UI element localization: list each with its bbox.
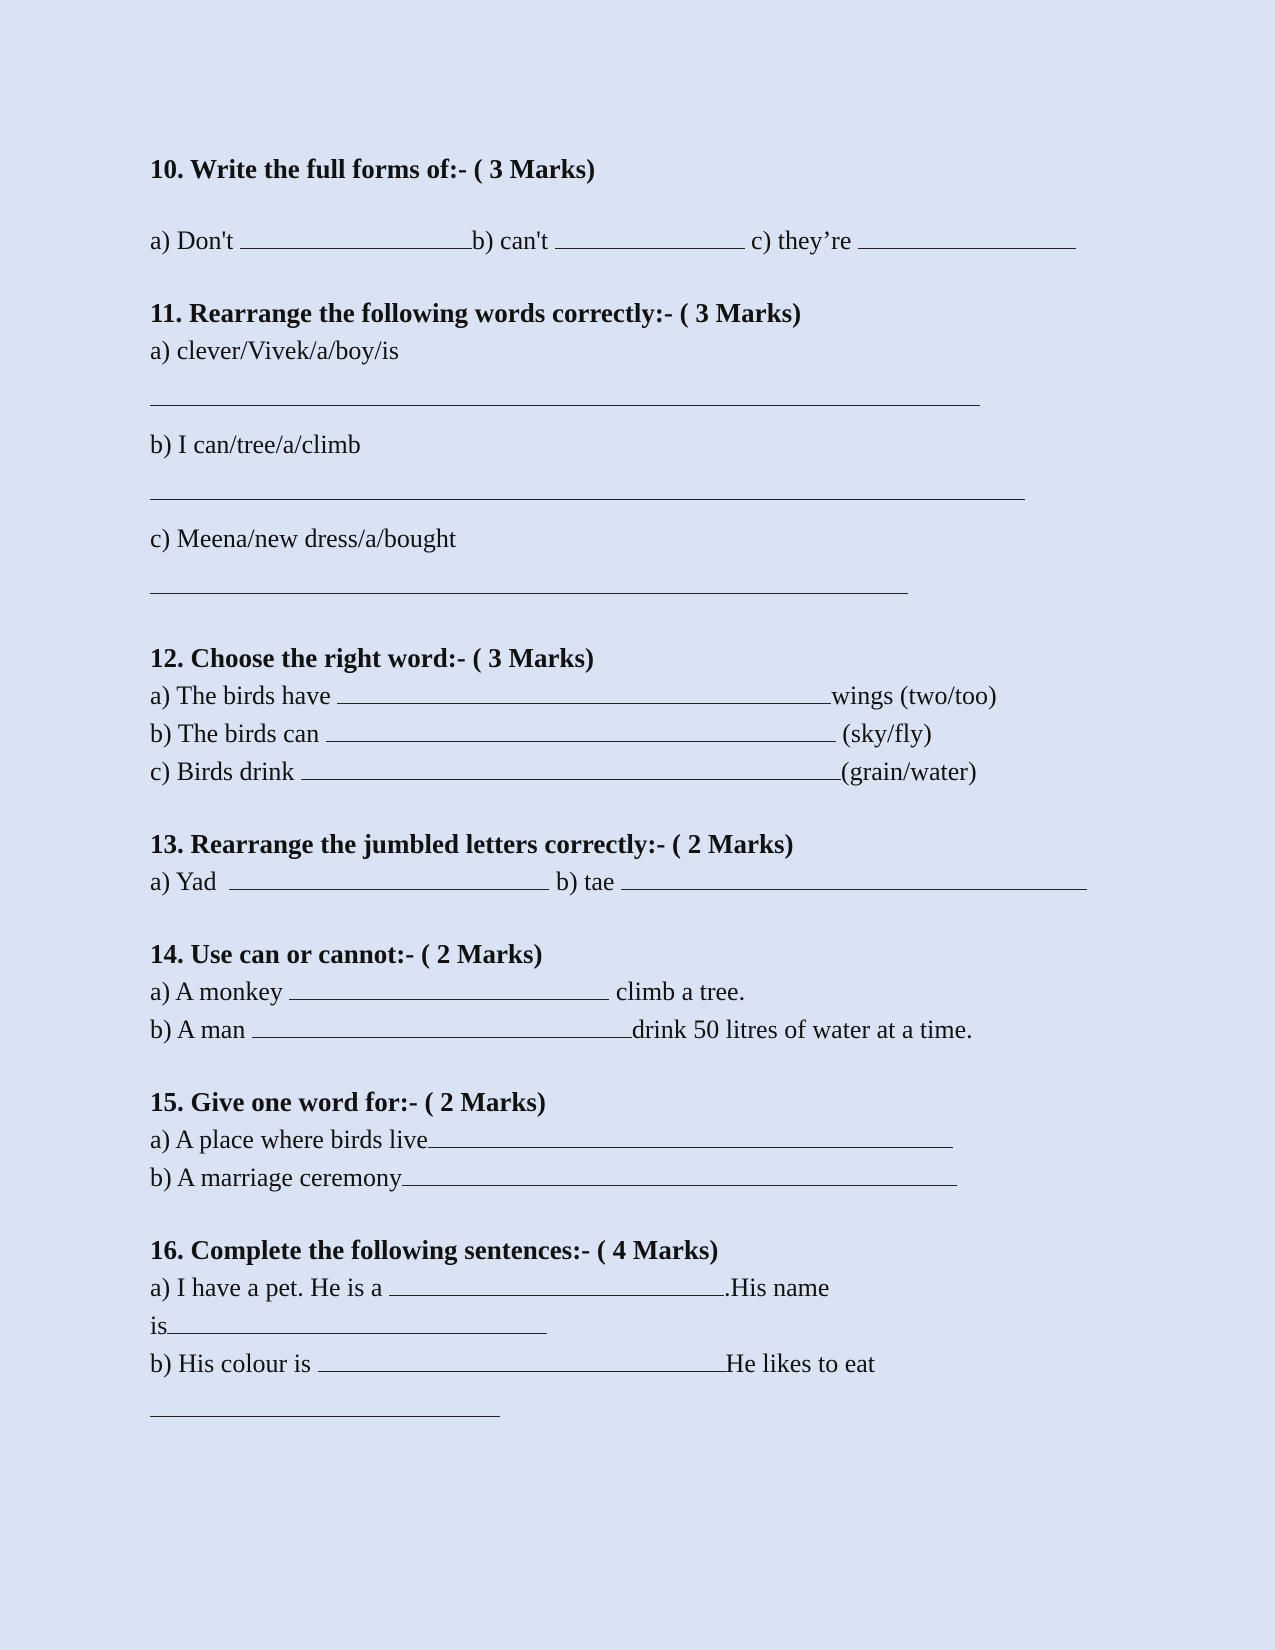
q12-c-text: c) Birds drink: [150, 757, 295, 786]
q10-c-label: c) they’re: [751, 226, 852, 255]
q15-b-blank[interactable]: [402, 1161, 957, 1186]
q11-c: c) Meena/new dress/a/bought: [150, 524, 457, 553]
q16-a-name-blank[interactable]: [167, 1309, 547, 1334]
q13-a-label: a) Yad: [150, 867, 217, 896]
question-16-title: 16. Complete the following sentences:- ( 4 Marks): [150, 1235, 719, 1265]
question-13-title: 13. Rearrange the jumbled letters correctly:- ( 2 Marks): [150, 829, 794, 859]
q10-c-blank[interactable]: [858, 224, 1076, 249]
q11-b: b) I can/tree/a/climb: [150, 430, 361, 459]
q12-a-options: wings (two/too): [831, 681, 997, 710]
q12-a: [150, 677, 1150, 715]
q14-b-text: b) A man: [150, 1015, 246, 1044]
q13-b-label: b) tae: [555, 867, 615, 896]
question-11-title: 11. Rearrange the following words correctly:- ( 3 Marks): [150, 298, 802, 328]
q14-b: [150, 1011, 1150, 1049]
q10-b-blank[interactable]: [555, 224, 745, 249]
q10-a-blank[interactable]: [240, 224, 472, 249]
q12-b: [150, 715, 1150, 753]
q12-b-text: b) The birds can: [150, 719, 320, 748]
q16-a-text: a) I have a pet. He is a: [150, 1273, 383, 1302]
question-10-answers: [150, 222, 1150, 260]
q12-a-blank[interactable]: [337, 679, 831, 704]
q12-c-options: (grain/water): [840, 757, 977, 786]
q15-b: [150, 1159, 1150, 1197]
q14-a-blank[interactable]: [289, 975, 609, 1000]
q12-b-options: (sky/fly): [835, 719, 932, 748]
question-12-title: 12. Choose the right word:- ( 3 Marks): [150, 643, 594, 673]
q16-b-rest: He likes to eat: [725, 1349, 875, 1378]
q12-b-blank[interactable]: [326, 717, 836, 742]
q14-a-text: a) A monkey: [150, 977, 283, 1006]
q12-c: [150, 753, 1150, 791]
q12-a-text: a) The birds have: [150, 681, 331, 710]
q12-c-blank[interactable]: [301, 755, 841, 780]
q16-a-cont-text: is: [150, 1311, 168, 1340]
q15-a-blank[interactable]: [428, 1123, 953, 1148]
q15-b-text: b) A marriage ceremony: [150, 1163, 402, 1192]
q15-a: [150, 1121, 1150, 1159]
q16-b: [150, 1345, 1150, 1383]
q16-a-blank[interactable]: [389, 1271, 724, 1296]
q14-b-blank[interactable]: [252, 1013, 632, 1038]
q11-a: a) clever/Vivek/a/boy/is: [150, 336, 399, 365]
q14-a-rest: climb a tree.: [609, 977, 746, 1006]
q14-b-rest: drink 50 litres of water at a time.: [631, 1015, 973, 1044]
q10-b-label: b) can't: [471, 226, 549, 255]
q13-answers: [150, 863, 1150, 901]
q14-a: [150, 973, 1150, 1011]
question-14-title: 14. Use can or cannot:- ( 2 Marks): [150, 939, 543, 969]
question-15-title: 15. Give one word for:- ( 2 Marks): [150, 1087, 546, 1117]
q13-b-blank[interactable]: [621, 865, 1087, 890]
q16-b-text: b) His colour is: [150, 1349, 312, 1378]
q16-a: [150, 1269, 1150, 1307]
q16-a-cont: [150, 1307, 1150, 1345]
worksheet: [150, 150, 1150, 1417]
q16-a-rest: .His name: [723, 1273, 830, 1302]
q13-a-blank[interactable]: [229, 865, 549, 890]
q16-b-blank[interactable]: [318, 1347, 726, 1372]
q15-a-text: a) A place where birds live: [150, 1125, 428, 1154]
q10-a-label: a) Don't: [150, 226, 234, 255]
question-10-title: 10. Write the full forms of:- ( 3 Marks): [150, 154, 596, 184]
q16-b-answer-line[interactable]: [150, 1415, 500, 1417]
